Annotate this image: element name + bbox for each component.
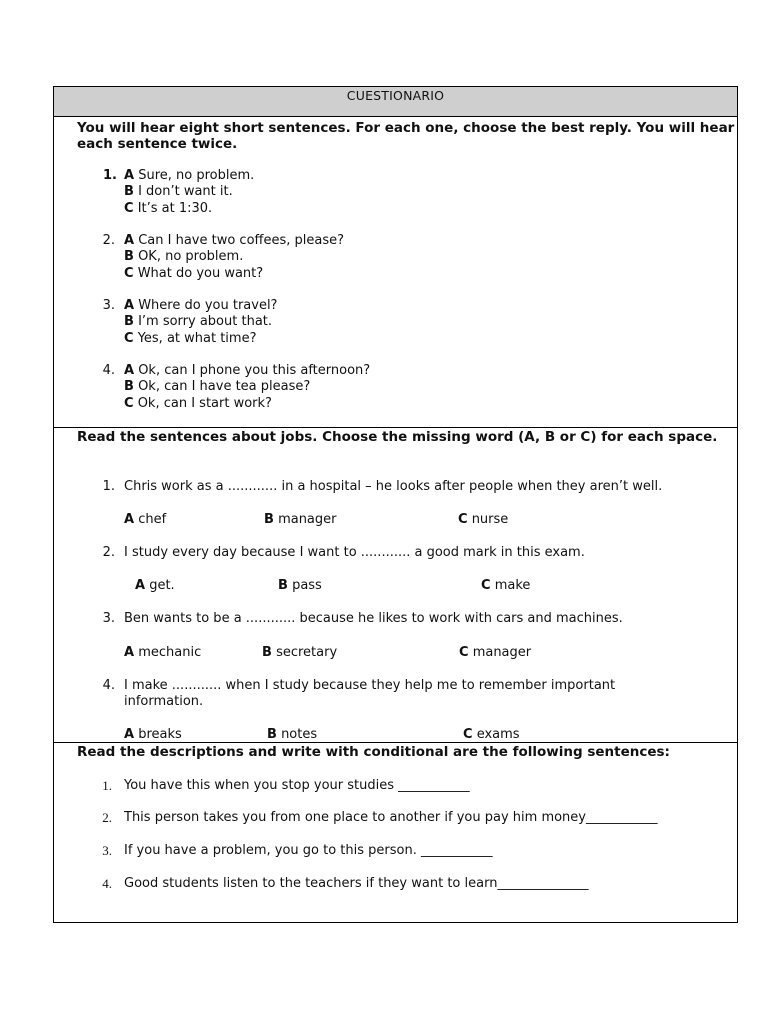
section3-instruction: Read the descriptions and write with conditional are the following sentences: [77, 744, 670, 760]
section1-instruction: You will hear eight short sentences. For each one, choose the best reply. You will hear each sentence twice. [77, 120, 735, 152]
s3-item3-number: 3. [102, 843, 112, 858]
s2-q2-text: I study every day because I want to ............ a good mark in this exam. [124, 545, 585, 560]
s2-q3-option-b: B secretary [262, 645, 338, 660]
section-divider [54, 427, 737, 428]
s3-item1-text: You have this when you stop your studies ___________ [124, 778, 470, 793]
s2-q4-number: 4. [102, 678, 115, 693]
s1-q1-option-b: B I don’t want it. [124, 184, 233, 199]
s2-q2-option-b: B pass [278, 578, 322, 593]
s1-q3-number: 3. [102, 298, 115, 313]
s2-q3-number: 3. [102, 611, 115, 626]
s3-item2-text: This person takes you from one place to another if you pay him money___________ [124, 810, 658, 825]
s1-q1-number: 1. [103, 168, 117, 183]
s2-q3-text: Ben wants to be a ............ because he likes to work with cars and machines. [124, 611, 623, 626]
s1-q2-number: 2. [102, 233, 115, 248]
questionnaire-table [53, 86, 738, 923]
s1-q1-option-c: C It’s at 1:30. [124, 201, 213, 216]
s1-q4-number: 4. [102, 363, 115, 378]
s3-item2-number: 2. [102, 810, 112, 825]
section-divider [54, 742, 737, 743]
page-title: CUESTIONARIO [54, 87, 737, 117]
s2-q3-option-c: C manager [459, 645, 532, 660]
s3-item1-number: 1. [102, 778, 112, 793]
s2-q4-option-a: A breaks [124, 727, 182, 742]
s1-q3-option-c: C Yes, at what time? [124, 331, 257, 346]
s2-q2-option-a: A get. [135, 578, 175, 593]
s3-item4-number: 4. [102, 876, 112, 891]
s2-q1-option-a: A chef [124, 512, 167, 527]
s1-q4-option-a: A Ok, can I phone you this afternoon? [124, 363, 371, 378]
s1-q4-option-c: C Ok, can I start work? [124, 396, 272, 411]
s2-q4-option-c: C exams [463, 727, 520, 742]
s2-q3-option-a: A mechanic [124, 645, 202, 660]
s2-q1-option-c: C nurse [458, 512, 509, 527]
s2-q4-option-b: B notes [267, 727, 318, 742]
s2-q4-text-line1: I make ............ when I study because they help me to remember important [124, 678, 616, 693]
s2-q1-text: Chris work as a ............ in a hospital – he looks after people when they aren’t well. [124, 479, 663, 494]
s2-q4-text-line2: information. [124, 694, 204, 709]
s2-q1-number: 1. [102, 479, 115, 494]
s1-q3-option-b: B I’m sorry about that. [124, 314, 273, 329]
s1-q2-option-b: B OK, no problem. [124, 249, 244, 264]
s1-q3-option-a: A Where do you travel? [124, 298, 278, 313]
s1-q1-option-a: A Sure, no problem. [124, 168, 255, 183]
s2-q1-option-b: B manager [264, 512, 337, 527]
s2-q2-option-c: C make [481, 578, 531, 593]
s1-q2-option-c: C What do you want? [124, 266, 264, 281]
section2-instruction: Read the sentences about jobs. Choose the missing word (A, B or C) for each space. [77, 429, 718, 445]
s1-q2-option-a: A Can I have two coffees, please? [124, 233, 345, 248]
s3-item4-text: Good students listen to the teachers if they want to learn______________ [124, 876, 589, 891]
s3-item3-text: If you have a problem, you go to this person. ___________ [124, 843, 493, 858]
s1-q4-option-b: B Ok, can I have tea please? [124, 379, 311, 394]
s2-q2-number: 2. [102, 545, 115, 560]
